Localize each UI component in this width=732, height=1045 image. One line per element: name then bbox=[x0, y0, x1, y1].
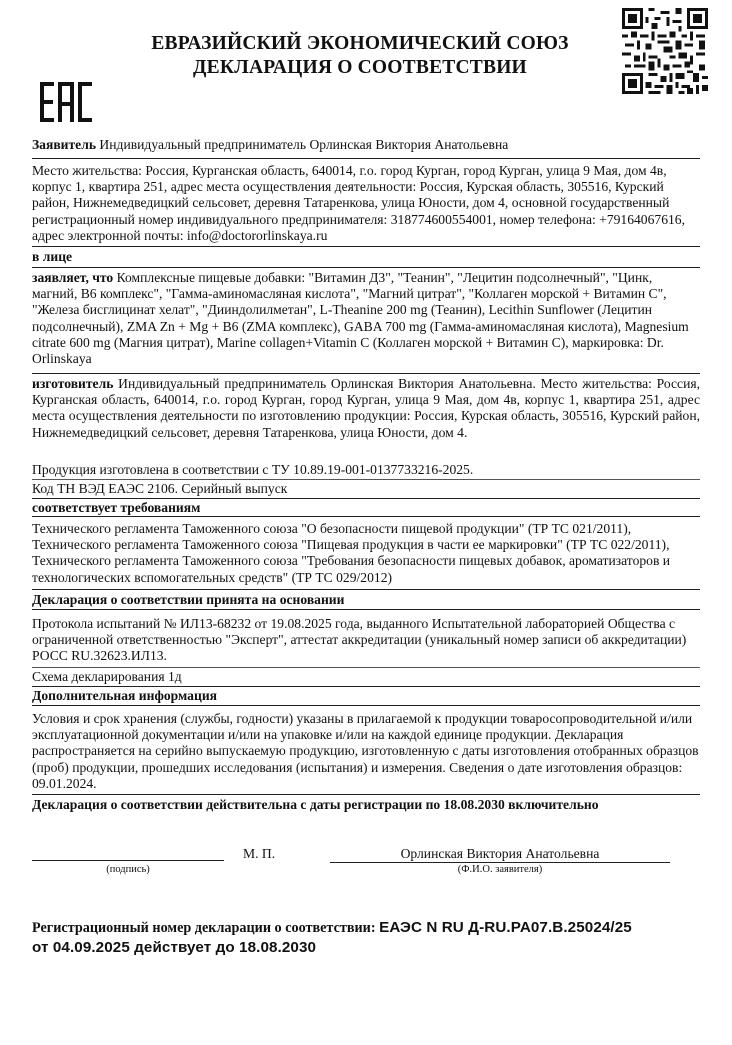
additional-label: Дополнительная информация bbox=[32, 688, 218, 703]
requirements-text: Технического регламента Таможенного союза "О безопасности пищевой продукции" (ТР ТС 021/2011), Технического регламента Таможенного союза "Пищевая продукция в части ее маркировки" (ТР ТС 022/2011), Технического регламента Таможенного союза "Требования безопасности пищевых добавок, ароматизаторов и технологических вспомогательных средств" (ТР ТС 029/2012) bbox=[32, 521, 671, 585]
registration-label: Регистрационный номер декларации о соответствии: bbox=[32, 920, 380, 936]
divider bbox=[32, 267, 700, 268]
divider bbox=[32, 667, 700, 668]
registration-block bbox=[32, 918, 702, 958]
divider bbox=[32, 373, 700, 374]
basis-text: Протокола испытаний № ИЛ13-68232 от 19.08.2025 года, выданного Испытательной лабораторией Общества с ограниченной ответственностью "Эксперт", аттестат аккредитации (уникальный номер записи об аккредитации) РОСС RU.32623.ИЛ13. bbox=[32, 616, 687, 664]
basis-scheme: Схема декларирования 1д bbox=[32, 669, 182, 684]
manufacturer-label: изготовитель bbox=[32, 376, 114, 391]
registration-dates: от 04.09.2025 действует до 18.08.2030 bbox=[32, 939, 317, 956]
signer-name-line bbox=[330, 862, 670, 863]
divider bbox=[32, 479, 700, 480]
divider bbox=[32, 516, 700, 517]
signer-name: Орлинская Виктория Анатольевна bbox=[400, 846, 600, 861]
registration-number: ЕАЭС N RU Д-RU.PA07.B.25024/25 bbox=[379, 919, 632, 936]
declares-paragraph bbox=[32, 270, 700, 367]
requirements-label: соответствует требованиям bbox=[32, 500, 201, 515]
divider bbox=[32, 498, 700, 499]
divider bbox=[32, 609, 700, 610]
declares-text: Комплексные пищевые добавки: "Витамин Д3", "Теанин", "Лецитин подсолнечный", "Цинк, магний, В6 комплекс", "Гамма-аминомасляная кислота", "Магний цитрат", "Коллаген морской + Витамин С", "Железа бисглицинат хелат", "Дииндолилметан", L-Theanine 200 mg (Теанин), Lecithin Sunflower (Лецитин подсолнечный), ZMA Zn + Mg + B6 (ZMA комплекс), GABA 700 mg (Гамма-аминомасляная кислота), Magnesium citrate 600 mg (Магния цитрат), Marine collagen+Vitamin C (Коллаген морской + Витамин С), маркировка: Dr. Orlinskaya bbox=[32, 270, 689, 367]
document-title-line2: ДЕКЛАРАЦИЯ О СООТВЕТСТВИИ bbox=[193, 57, 527, 78]
divider bbox=[32, 686, 700, 687]
document-title-line1: ЕВРАЗИЙСКИЙ ЭКОНОМИЧЕСКИЙ СОЮЗ bbox=[151, 33, 569, 54]
signer-caption: (Ф.И.О. заявителя) bbox=[457, 864, 543, 875]
manufacturer-tu: Продукция изготовлена в соответствии с ТУ 10.89.19-001-0137733216-2025. bbox=[32, 462, 474, 477]
divider bbox=[32, 589, 700, 590]
divider bbox=[32, 158, 700, 159]
divider bbox=[32, 705, 700, 706]
applicant-line bbox=[32, 137, 700, 153]
stamp-label: М. П. bbox=[243, 846, 276, 861]
qr-code bbox=[622, 8, 708, 94]
applicant-name: Индивидуальный предприниматель Орлинская Виктория Анатольевна bbox=[96, 137, 509, 152]
divider bbox=[32, 794, 700, 795]
basis-label: Декларация о соответствии принята на основании bbox=[32, 592, 345, 607]
declares-label: заявляет, что bbox=[32, 270, 114, 285]
signature-line bbox=[32, 860, 224, 861]
divider bbox=[32, 246, 700, 247]
signature-caption: (подпись) bbox=[106, 864, 150, 875]
eac-logo bbox=[38, 82, 94, 122]
validity-text: Декларация о соответствии действительна с даты регистрации по 18.08.2030 включительно bbox=[32, 797, 599, 812]
manufacturer-paragraph bbox=[32, 376, 700, 441]
in-person-label: в лице bbox=[32, 249, 73, 264]
applicant-label: Заявитель bbox=[32, 137, 97, 152]
applicant-address: Место жительства: Россия, Курганская область, 640014, г.о. город Курган, город Курган, улица 9 Мая, дом 4в, корпус 1, квартира 251, адрес места осуществления деятельности: Россия, Курская область, 305516, Курский район, Нижнемедведицкий сельсовет, деревня Татаренкова, улица Юности, дом 4, основной государственный регистрационный номер индивидуального предпринимателя: 318774600554001, номер телефона: +79164067616, адрес электронной почты: info@doctororlinskaya.ru bbox=[32, 163, 685, 243]
additional-text: Условия и срок хранения (службы, годности) указаны в прилагаемой к продукции товаросопроводительной и/или эксплуатационной документации и/или на упаковке и/или на каждой единице продукции. Декларация распространяется на серийно выпускаемую продукцию, изготовленную с даты изготовления отобранных образцов (проб) продукции, прошедших исследования (испытания) и измерения. Сведения о дате изготовления образцов: 09.01.2024. bbox=[32, 711, 699, 791]
manufacturer-code: Код ТН ВЭД ЕАЭС 2106. Серийный выпуск bbox=[32, 481, 288, 496]
manufacturer-text: Индивидуальный предприниматель Орлинская Виктория Анатольевна. Место жительства: Россия, Курганская область, 640014, г.о. город Курган, город Курган, улица 9 Мая, дом 4в, корпус 1, квартира 251, адрес места осуществления деятельности по изготовлению продукции: Россия, Курская область, 305516, Курский район, Нижнемедведицкий сельсовет, деревня Татаренкова, улица Юности, дом 4. bbox=[32, 376, 700, 440]
